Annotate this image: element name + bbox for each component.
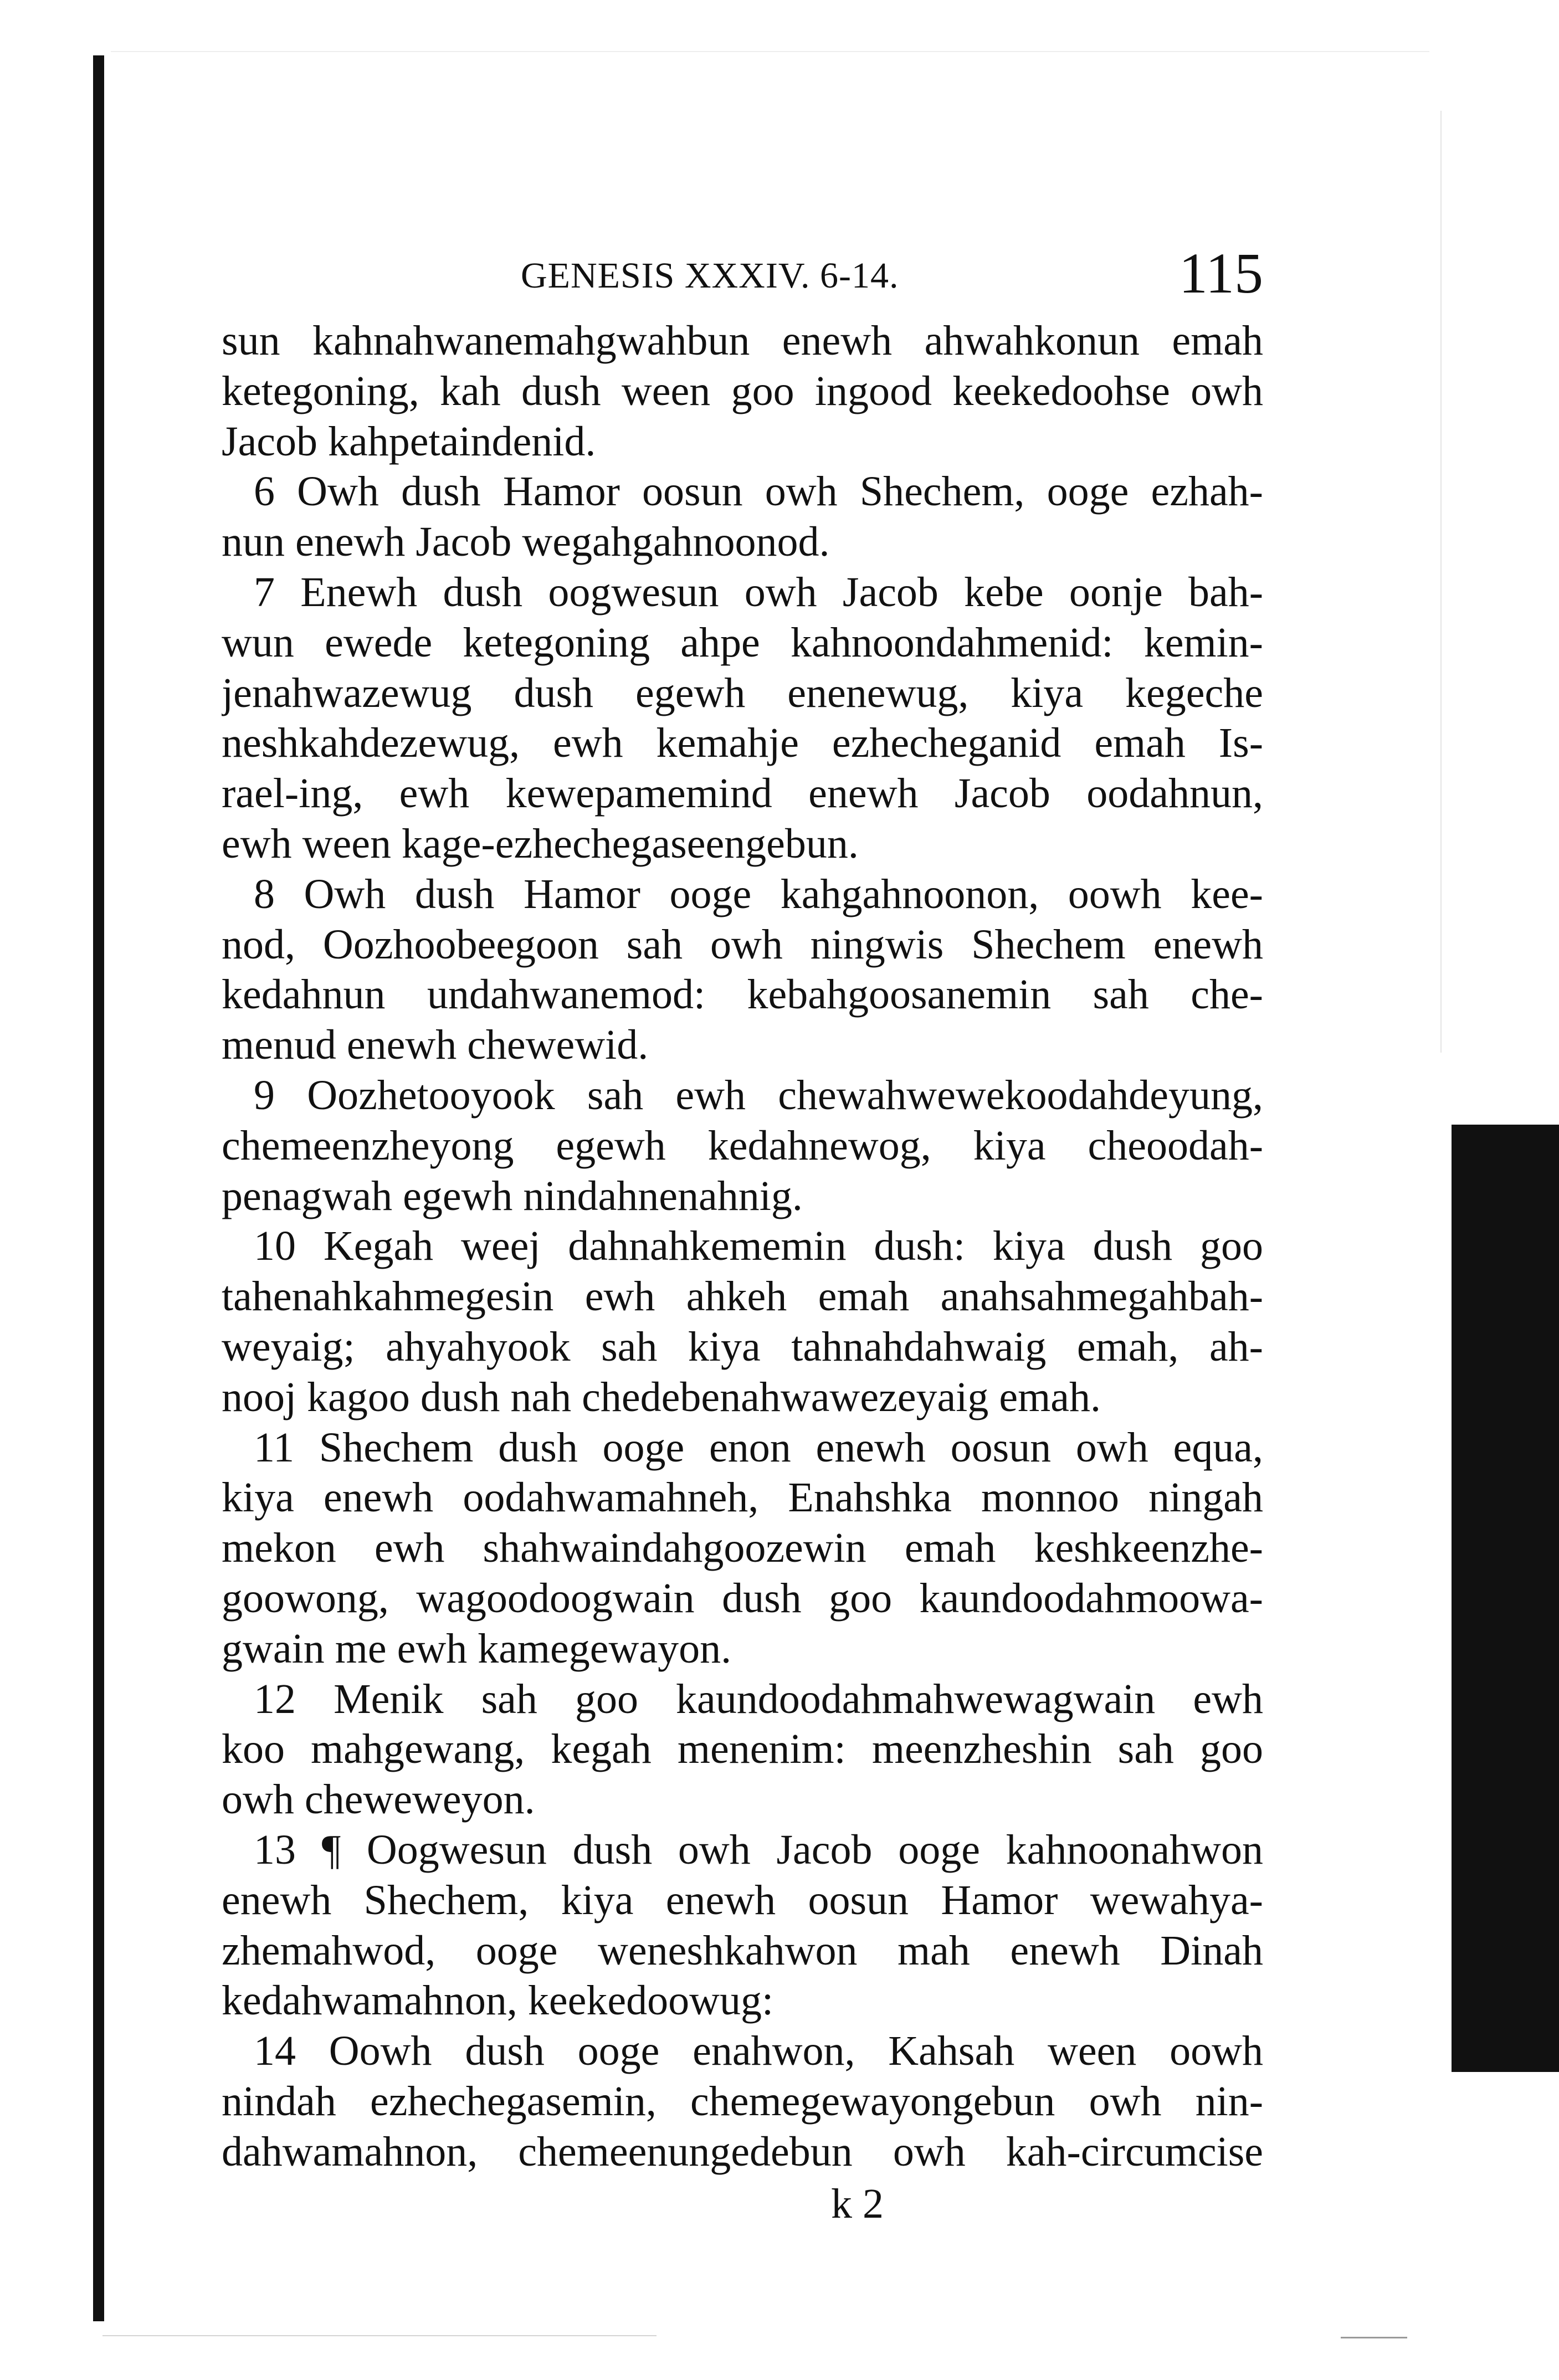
page-top-edge (111, 51, 1429, 52)
text-line: ketegoning, kah dush ween goo ingood keekedoohse owh (222, 367, 1263, 414)
text-line: 8 Owh dush Hamor ooge kahgahnoonon, oowh kee- (254, 870, 1263, 917)
printer-signature: k 2 (831, 2181, 884, 2228)
bottom-pencil-mark (1341, 2337, 1407, 2338)
text-line: menud enewh chewewid. (222, 1022, 649, 1069)
text-line: nun enewh Jacob wegahgahnoonod. (222, 519, 830, 566)
text-line: enewh Shechem, kiya enewh oosun Hamor wewahya- (222, 1876, 1263, 1924)
text-line: 6 Owh dush Hamor oosun owh Shechem, ooge ezhah- (254, 468, 1263, 515)
text-line: penagwah egewh nindahnenahnig. (222, 1172, 803, 1219)
text-line: kedahwamahnon, keekedoowug: (222, 1977, 774, 2024)
scan-left-border (93, 55, 104, 2321)
text-line: Jacob kahpetaindenid. (222, 418, 596, 465)
text-line: dahwamahnon, chemeenungedebun owh kah-circumcise (222, 2128, 1263, 2175)
text-line: mekon ewh shahwaindahgoozewin emah keshkeenzhe- (222, 1525, 1263, 1572)
text-line: weyaig; ahyahyook sah kiya tahnahdahwaig emah, ah- (222, 1323, 1263, 1370)
page-number: 115 (1178, 242, 1263, 305)
text-line: nod, Oozhoobeegoon sah owh ningwis Shechem enewh (222, 921, 1263, 968)
page-fold-shadow (1440, 111, 1442, 1053)
page-header (222, 233, 1263, 316)
book-page (222, 233, 1263, 2228)
running-head: GENESIS XXXIV. 6-14. (521, 255, 899, 296)
body-text (222, 316, 1263, 2177)
text-line: koo mahgewang, kegah menenim: meenzheshin sah goo (222, 1726, 1263, 1773)
text-line: kiya enewh oodahwamahneh, Enahshka monnoo ningah (222, 1474, 1263, 1521)
text-line: ewh ween kage-ezhechegaseengebun. (222, 820, 859, 867)
text-line: neshkahdezewug, ewh kemahje ezhecheganid emah Is- (222, 720, 1263, 767)
text-line: rael-ing, ewh kewepamemind enewh Jacob oodahnun, (222, 770, 1263, 817)
page-bottom-edge (102, 2335, 657, 2336)
text-line: 12 Menik sah goo kaundoodahmahwewagwain ewh (254, 1675, 1263, 1722)
text-line: 10 Kegah weej dahnahkememin dush: kiya dush goo (254, 1223, 1263, 1270)
text-line: 14 Oowh dush ooge enahwon, Kahsah ween oowh (254, 2028, 1263, 2075)
text-line: tahenahkahmegesin ewh ahkeh emah anahsahmegahbah- (222, 1273, 1263, 1320)
text-line: sun kahnahwanemahgwahbun enewh ahwahkonun emah (222, 317, 1263, 364)
text-line: chemeenzheyong egewh kedahnewog, kiya cheoodah- (222, 1122, 1263, 1169)
scan-right-border (1452, 1125, 1559, 2072)
text-line: zhemahwod, ooge weneshkahwon mah enewh Dinah (222, 1927, 1263, 1974)
text-line: gwain me ewh kamegewayon. (222, 1625, 732, 1672)
text-line: nooj kagoo dush nah chedebenahwawezeyaig emah. (222, 1373, 1101, 1420)
text-line: nindah ezhechegasemin, chemegewayongebun owh nin- (222, 2078, 1263, 2125)
text-line: wun ewede ketegoning ahpe kahnoondahmenid: kemin- (222, 619, 1263, 666)
text-line: kedahnun undahwanemod: kebahgoosanemin sah che- (222, 971, 1263, 1018)
text-line: 9 Oozhetooyook sah ewh chewahwewekoodahdeyung, (254, 1071, 1263, 1119)
text-line: owh cheweweyon. (222, 1776, 535, 1823)
text-line: 7 Enewh dush oogwesun owh Jacob kebe oonje bah- (254, 568, 1263, 615)
text-line: 11 Shechem dush ooge enon enewh oosun owh equa, (254, 1424, 1263, 1471)
text-line: goowong, wagoodoogwain dush goo kaundoodahmoowa- (222, 1574, 1263, 1622)
text-line: jenahwazewug dush egewh enenewug, kiya kegeche (222, 669, 1263, 716)
text-line: 13 ¶ Oogwesun dush owh Jacob ooge kahnoonahwon (254, 1826, 1263, 1873)
